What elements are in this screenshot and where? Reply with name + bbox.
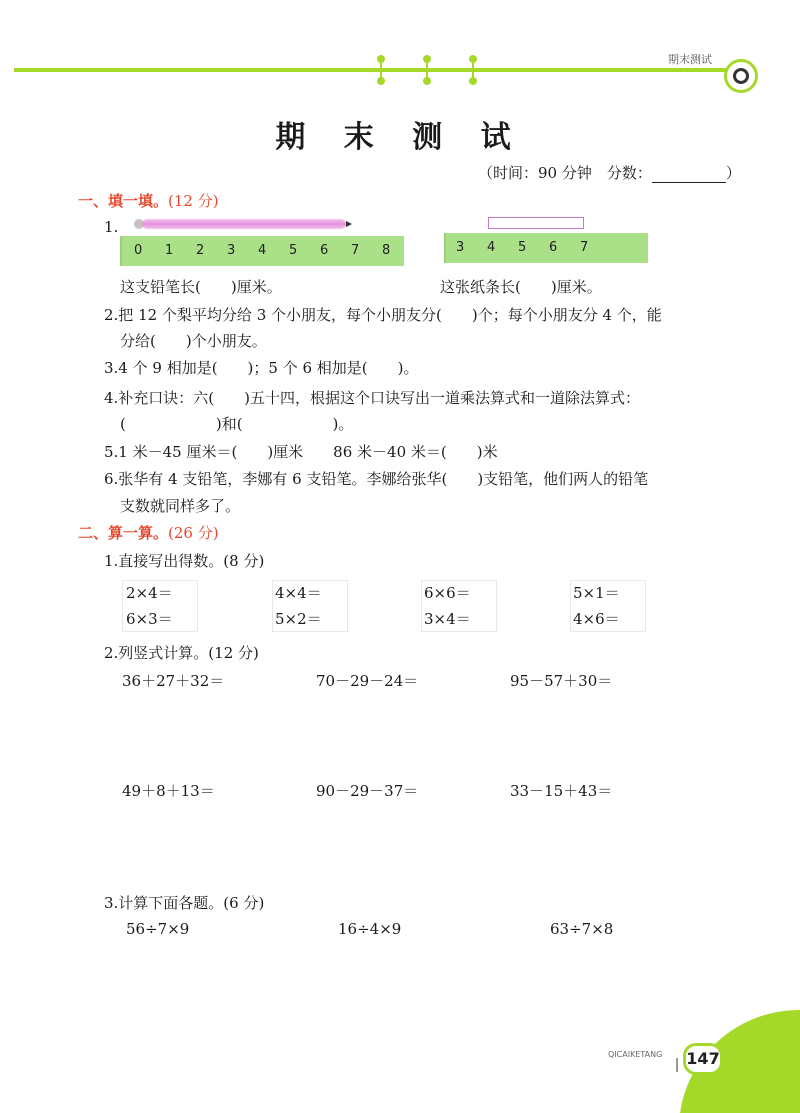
oral-calc-item: 4×4＝	[275, 584, 322, 602]
header-label: 期末测试	[668, 53, 712, 66]
oral-calc-item: 4×6＝	[573, 610, 620, 628]
s2-q1-title: 1.直接写出得数。(8 分)	[104, 552, 265, 570]
footer-divider	[676, 1058, 678, 1072]
vertical-calc-item: 49＋8＋13＝	[122, 782, 215, 800]
section-1-title	[78, 190, 219, 211]
binder-pin-icon	[423, 55, 431, 85]
ruler-tick: 4	[258, 243, 267, 258]
q4-line-2: ( )和( )。	[120, 415, 354, 433]
section-2-title	[78, 522, 219, 543]
ruler-tick: 8	[382, 243, 391, 258]
vertical-calc-item: 90－29－37＝	[316, 782, 419, 800]
ruler-2	[444, 233, 648, 263]
q5: 5.1 米－45 厘米＝( )厘米 86 米－40 米＝( )米	[104, 443, 498, 461]
q1-number: 1.	[104, 218, 119, 236]
binder-pin-icon	[469, 55, 477, 85]
paper-strip-icon	[488, 217, 584, 229]
q1-pencil-answer: 这支铅笔长( )厘米。	[120, 278, 282, 296]
oral-calc-item: 2×4＝	[126, 584, 173, 602]
ruler-tick: 5	[518, 240, 527, 255]
s2-q3-title: 3.计算下面各题。(6 分)	[104, 894, 265, 912]
pencil-icon	[142, 219, 346, 229]
emblem-icon	[724, 59, 758, 93]
oral-calc-item: 3×4＝	[424, 610, 471, 628]
vertical-calc-item: 70－29－24＝	[316, 672, 419, 690]
publisher-label: QICAIKETANG	[608, 1050, 663, 1059]
q2-line-1: 2.把 12 个梨平均分给 3 个小朋友，每个小朋友分( )个；每个小朋友分 4 个，能	[104, 306, 662, 324]
section-1-heading: 一、填一填。	[78, 192, 169, 210]
s2-q2-title: 2.列竖式计算。(12 分)	[104, 644, 259, 662]
ruler-1	[120, 236, 404, 266]
q2-line-2: 分给( )个小朋友。	[120, 332, 267, 350]
oral-calc-item: 6×3＝	[126, 610, 173, 628]
oral-calc-item: 5×2＝	[275, 610, 322, 628]
mixed-calc-item: 63÷7×8	[550, 920, 614, 938]
ruler-tick: 4	[487, 240, 496, 255]
oral-calc-item: 6×6＝	[424, 584, 471, 602]
ruler-tick: 2	[196, 243, 205, 258]
exam-time-label: （时间：90 分钟 分数：	[478, 164, 652, 182]
q1-paper-answer: 这张纸条长( )厘米。	[440, 278, 602, 296]
binder-pin-icon	[377, 55, 385, 85]
section-2-score: (26 分)	[168, 524, 219, 542]
ruler-tick: 7	[351, 243, 360, 258]
exam-info	[478, 162, 741, 183]
mixed-calc-item: 16÷4×9	[338, 920, 402, 938]
mixed-calc-item: 56÷7×9	[126, 920, 190, 938]
exam-info-close: ）	[725, 164, 741, 182]
ruler-tick: 5	[289, 243, 298, 258]
score-blank[interactable]	[652, 168, 726, 183]
q6-line-2: 支数就同样多了。	[120, 497, 241, 515]
ruler-tick: 3	[456, 240, 465, 255]
ruler-tick: 6	[320, 243, 329, 258]
oral-calc-item: 5×1＝	[573, 584, 620, 602]
ruler-tick: 6	[549, 240, 558, 255]
vertical-calc-item: 36＋27＋32＝	[122, 672, 225, 690]
vertical-calc-item: 33－15＋43＝	[510, 782, 613, 800]
q4-line-1: 4.补充口诀：六( )五十四，根据这个口诀写出一道乘法算式和一道除法算式：	[104, 389, 641, 407]
ruler-tick: 3	[227, 243, 236, 258]
ruler-tick: 0	[134, 243, 143, 258]
section-1-score: (12 分)	[168, 192, 219, 210]
vertical-calc-item: 95－57＋30＝	[510, 672, 613, 690]
page-title: 期 末 测 试	[275, 120, 525, 155]
page-number: 147	[683, 1043, 723, 1075]
ruler-tick: 1	[165, 243, 174, 258]
q3: 3.4 个 9 相加是( )；5 个 6 相加是( )。	[104, 359, 419, 377]
q6-line-1: 6.张华有 4 支铅笔，李娜有 6 支铅笔。李娜给张华( )支铅笔，他们两人的铅笔	[104, 470, 649, 488]
pencil-tip-icon	[346, 221, 352, 227]
ruler-tick: 7	[580, 240, 589, 255]
section-2-heading: 二、算一算。	[78, 524, 169, 542]
